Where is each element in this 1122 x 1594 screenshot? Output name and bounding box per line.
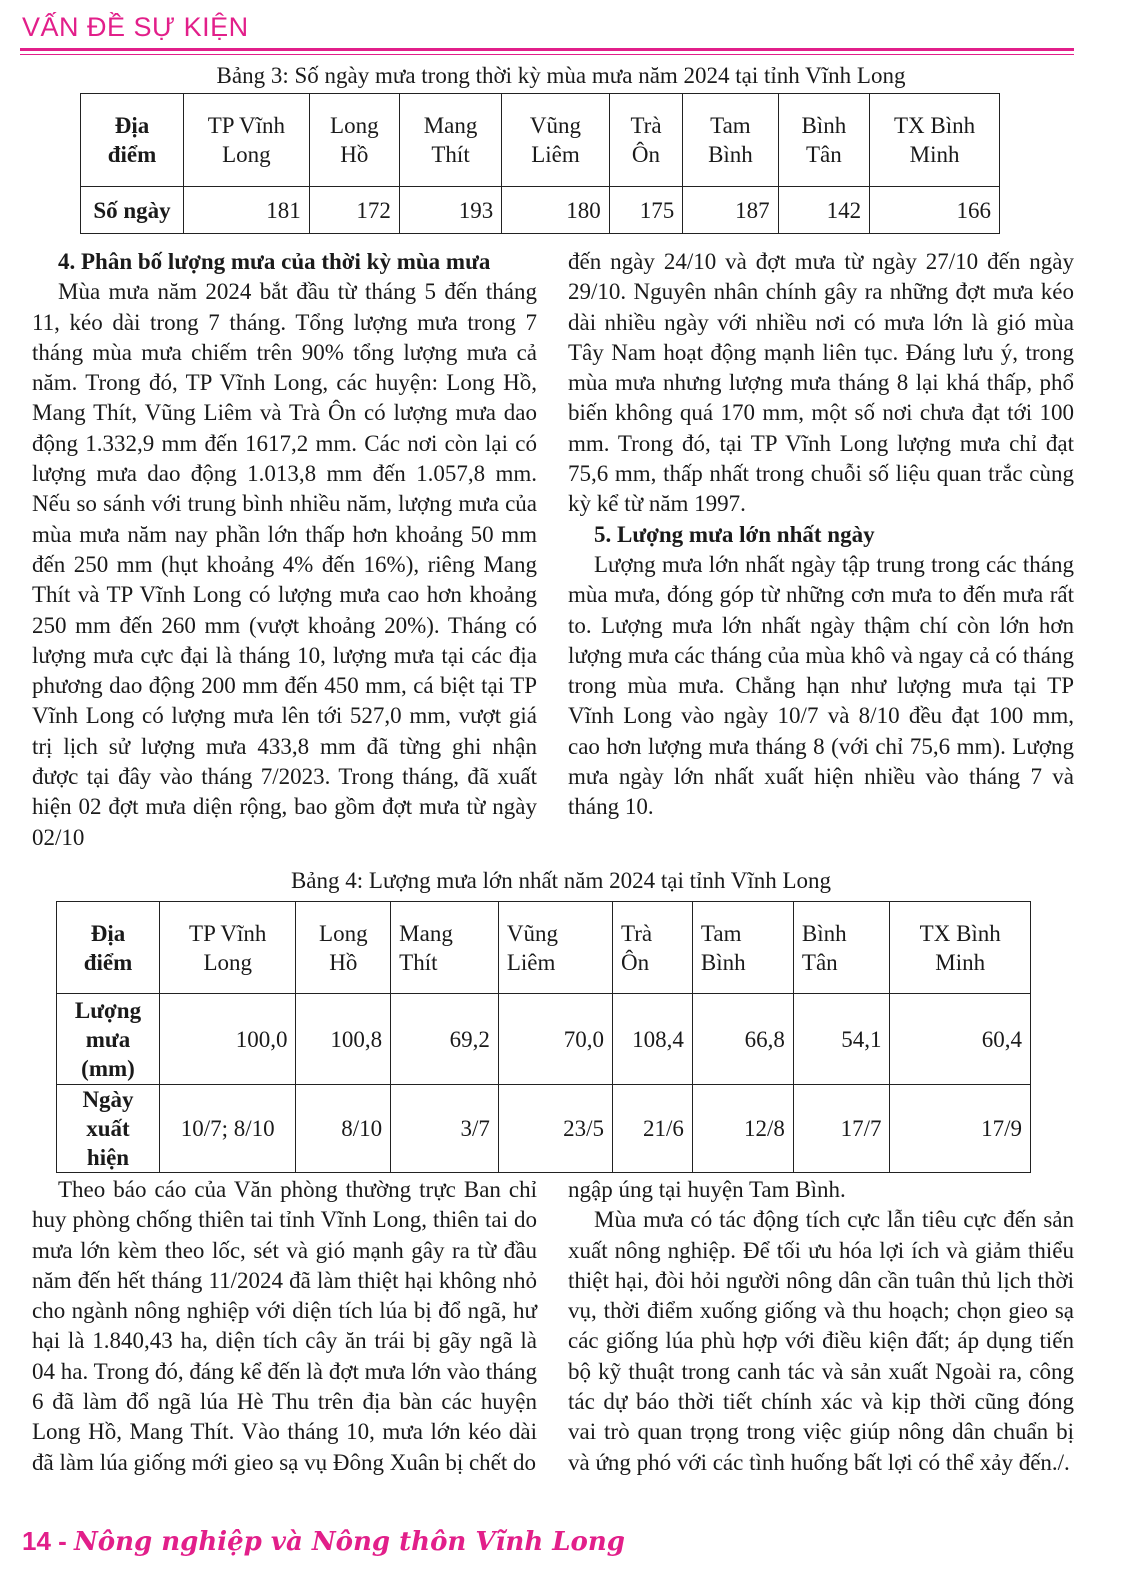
table3-location: Tam Bình (683, 94, 778, 187)
bottom-left-column (32, 1175, 537, 1478)
table4-location: Bình Tân (793, 902, 890, 994)
table4-rain-row (57, 994, 1031, 1085)
table3-caption: Bảng 3: Số ngày mưa trong thời kỳ mùa mưa năm 2024 tại tỉnh Vĩnh Long (216, 63, 906, 88)
table3-cell: 142 (778, 187, 870, 234)
table4-rain-label: Lượng mưa (mm) (57, 994, 160, 1085)
table4-cell: 23/5 (498, 1085, 612, 1173)
page-number: 14 - (22, 1526, 75, 1556)
table4-cell: 100,0 (160, 994, 296, 1085)
closing-paragraph-2: Mùa mưa có tác động tích cực lẫn tiêu cực đến sản xuất nông nghiệp. Để tối ưu hóa lợi ích và giảm thiểu thiệt hại, đòi hỏi người nông dân cần tuân thủ lịch thời vụ, thời điểm xuống giống và thu hoạch; chọn gieo sạ các giống lúa phù hợp với điều kiện đất; áp dụng tiến bộ kỹ thuật trong canh tác và sản xuất Ngoài ra, công tác dự báo thời tiết chính xác và kịp thời cũng đóng vai trò quan trọng trong việc giúp nông dân chuẩn bị và ứng phó với các tình huống bất lợi có thể xảy đến./. (568, 1207, 1074, 1475)
section4-paragraph-continued: đến ngày 24/10 và đợt mưa từ ngày 27/10 đến ngày 29/10. Nguyên nhân chính gây ra những đợt mưa kéo dài nhiều ngày với nhiều nơi có mưa lớn là gió mùa Tây Nam hoạt động mạnh liên tục. Đáng lưu ý, trong mùa mưa nhưng lượng mưa tháng 8 lại khá thấp, phổ biến không quá 170 mm, một số nơi chưa đạt tới 100 mm. Trong đó, tại TP Vĩnh Long lượng mưa chỉ đạt 75,6 mm, thấp nhất trong chuỗi số liệu quan trắc cùng kỳ kể từ năm 1997. (568, 249, 1074, 517)
section-title: VẤN ĐỀ SỰ KIỆN (22, 12, 249, 42)
table3-cell: 193 (399, 187, 501, 234)
header-rule (20, 48, 1074, 51)
section4-heading: 4. Phân bố lượng mưa của thời kỳ mùa mưa (58, 249, 491, 274)
section4-paragraph: Mùa mưa năm 2024 bắt đầu từ tháng 5 đến tháng 11, kéo dài trong 7 tháng. Tổng lượng mưa trong 7 tháng mùa mưa chiếm trên 90% tổng lượng mưa cả năm. Trong đó, TP Vĩnh Long, các huyện: Long Hồ, Mang Thít, Vũng Liêm và Trà Ôn có lượng mưa dao động 1.332,9 mm đến 1617,2 mm. Các nơi còn lại có lượng mưa dao động 1.013,8 mm đến 1.057,8 mm. Nếu so sánh với trung bình nhiều năm, lượng mưa của mùa mưa năm nay phần lớn thấp hơn khoảng 50 mm đến 250 mm (hụt khoảng 4% đến 16%), riêng Mang Thít và TP Vĩnh Long có lượng mưa cao hơn khoảng 250 mm đến 260 mm (vượt khoảng 20%). Tháng có lượng mưa cực đại là tháng 10, lượng mưa tại các địa phương dao động 200 mm đến 450 mm, cá biệt tại TP Vĩnh Long có lượng mưa lên tới 527,0 mm, vượt giá trị lịch sử lượng mưa 433,8 mm đã từng ghi nhận được tại đây vào tháng 7/2023. Trong tháng, đã xuất hiện 02 đợt mưa diện rộng, bao gồm đợt mưa từ ngày 02/10 (32, 279, 537, 850)
bottom-right-column (568, 1175, 1074, 1478)
table4-cell: 108,4 (612, 994, 692, 1085)
table4 (56, 901, 1031, 1173)
table3-row-label: Số ngày (81, 187, 184, 234)
table4-location: Vũng Liêm (498, 902, 612, 994)
table4-cell: 54,1 (793, 994, 890, 1085)
closing-paragraph-continued: ngập úng tại huyện Tam Bình. (568, 1177, 846, 1202)
table4-location: Mang Thít (391, 902, 499, 994)
table4-date-row (57, 1085, 1031, 1173)
table3-cell: 187 (683, 187, 778, 234)
table3-location: Long Hồ (309, 94, 399, 187)
right-column (568, 247, 1074, 823)
table4-location: Long Hồ (296, 902, 391, 994)
section5-heading: 5. Lượng mưa lớn nhất ngày (594, 521, 875, 547)
footer (22, 1526, 625, 1557)
table4-cell: 60,4 (890, 994, 1031, 1085)
table3-data-row (81, 187, 1000, 234)
table3-location: Trà Ôn (609, 94, 683, 187)
table3-location: Vũng Liêm (502, 94, 609, 187)
table4-cell: 12/8 (692, 1085, 793, 1173)
table4-caption: Bảng 4: Lượng mưa lớn nhất năm 2024 tại tỉnh Vĩnh Long (290, 868, 832, 893)
table3-cell: 180 (502, 187, 609, 234)
table4-cell: 69,2 (391, 994, 499, 1085)
table3-cell: 172 (309, 187, 399, 234)
table3-cell: 166 (870, 187, 1000, 234)
table4-cell: 17/9 (890, 1085, 1031, 1173)
table3-row-header: Địa điểm (81, 94, 184, 187)
table3-location: Bình Tân (778, 94, 870, 187)
table4-cell: 17/7 (793, 1085, 890, 1173)
left-column (32, 247, 537, 853)
closing-paragraph: Theo báo cáo của Văn phòng thường trực Ban chỉ huy phòng chống thiên tai tỉnh Vĩnh Long, thiên tai do mưa lớn kèm theo lốc, sét và gió mạnh gây ra từ đầu năm đến hết tháng 11/2024 đã làm thiệt hại không nhỏ cho ngành nông nghiệp với diện tích lúa bị đổ ngã, hư hại là 1.840,43 ha, diện tích cây ăn trái bị gãy ngã là 04 ha. Trong đó, đáng kể đến là đợt mưa lớn vào tháng 6 đã làm đổ ngã lúa Hè Thu trên địa bàn các huyện Long Hồ, Mang Thít. Vào tháng 10, mưa lớn kéo dài đã làm lúa giống mới gieo sạ vụ Đông Xuân bị chết do (32, 1177, 537, 1475)
table4-cell: 8/10 (296, 1085, 391, 1173)
header-rule-thin (20, 54, 1074, 55)
table3-location: Mang Thít (399, 94, 501, 187)
table3 (80, 93, 1000, 234)
table3-header-row (81, 94, 1000, 187)
section5-paragraph: Lượng mưa lớn nhất ngày tập trung trong các tháng mùa mưa, đóng góp từ những cơn mưa to đến mưa rất to. Lượng mưa lớn nhất ngày thậm chí còn lớn hơn lượng mưa các tháng của mùa khô và ngay cả có tháng trong mùa mưa. Chẳng hạn như lượng mưa tại TP Vĩnh Long vào ngày 10/7 và 8/10 đều đạt 100 mm, cao hơn lượng mưa tháng 8 (với chỉ 75,6 mm). Lượng mưa ngày lớn nhất xuất hiện nhiều vào tháng 7 và tháng 10. (568, 551, 1074, 820)
table4-cell: 21/6 (612, 1085, 692, 1173)
table4-cell: 3/7 (391, 1085, 499, 1173)
table4-location: Tam Bình (692, 902, 793, 994)
table3-location: TP Vĩnh Long (184, 94, 310, 187)
table4-cell: 10/7; 8/10 (160, 1085, 296, 1173)
table4-cell: 100,8 (296, 994, 391, 1085)
table4-location: TX Bình Minh (890, 902, 1031, 994)
table4-location: TP Vĩnh Long (160, 902, 296, 994)
table4-cell: 66,8 (692, 994, 793, 1085)
table4-cell: 70,0 (498, 994, 612, 1085)
table3-cell: 175 (609, 187, 683, 234)
table4-location: Trà Ôn (612, 902, 692, 994)
table4-date-label: Ngày xuất hiện (57, 1085, 160, 1173)
table3-cell: 181 (184, 187, 310, 234)
table3-location: TX Bình Minh (870, 94, 1000, 187)
table4-row-header: Địa điểm (57, 902, 160, 994)
table4-header-row (57, 902, 1031, 994)
magazine-name: Nông nghiệp và Nông thôn Vĩnh Long (74, 1527, 625, 1557)
